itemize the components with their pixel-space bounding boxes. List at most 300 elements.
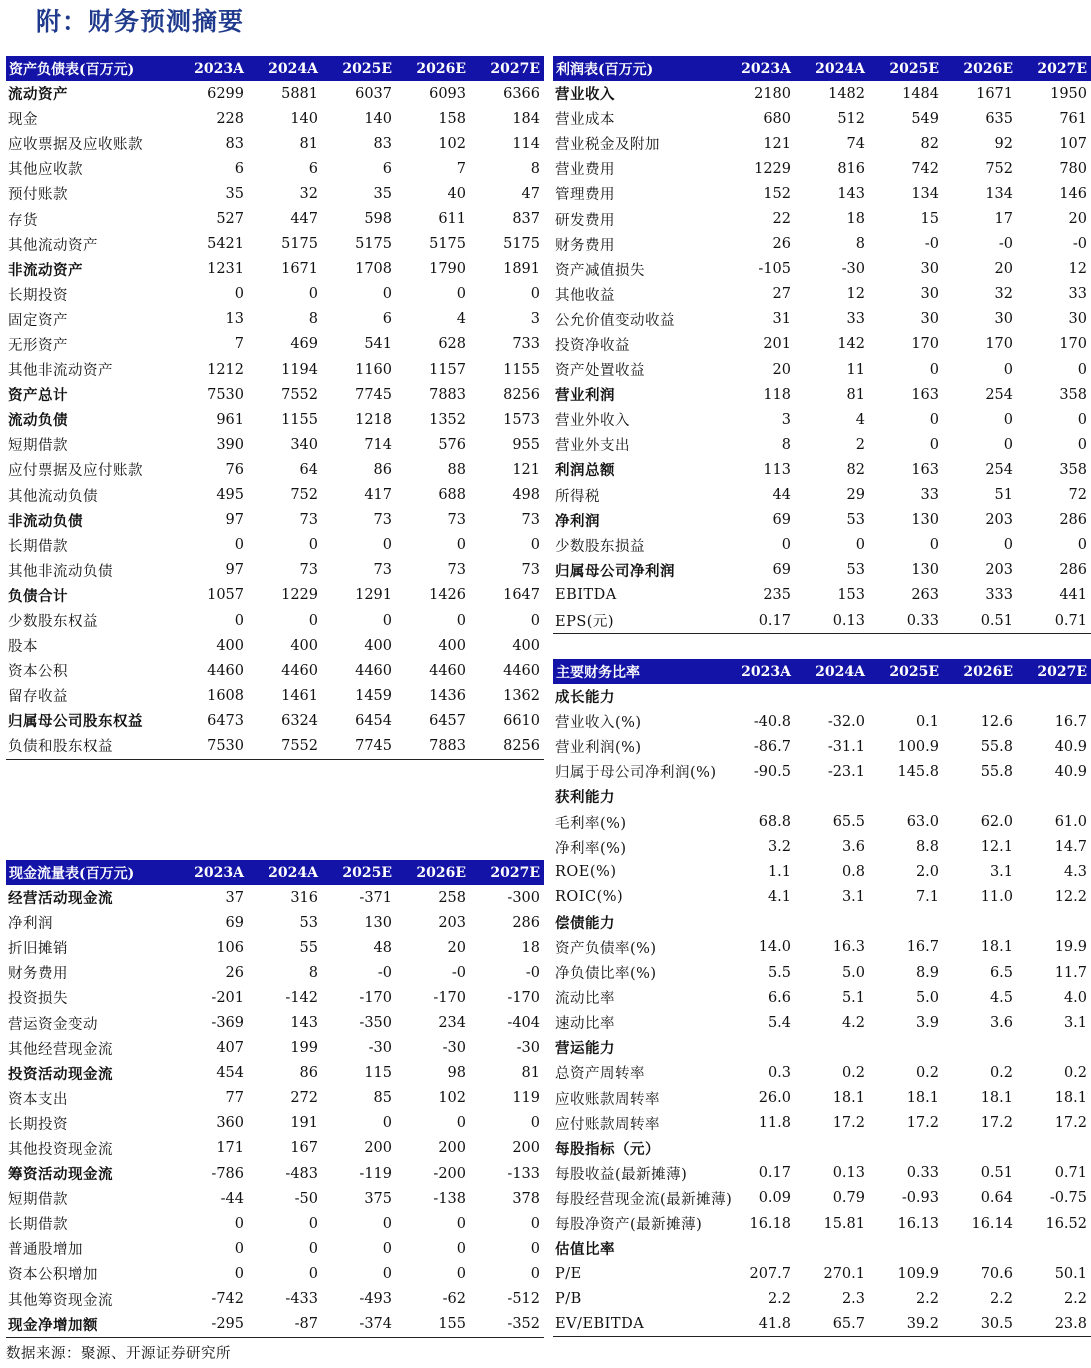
cell-value: 118 <box>763 386 791 403</box>
cell-value: 598 <box>364 211 392 228</box>
cell-value: -30 <box>368 1040 392 1057</box>
cell-value: 254 <box>985 386 1013 403</box>
row-label: P/E <box>555 1265 582 1282</box>
cell-value: 55 <box>299 939 318 956</box>
cell-value: 200 <box>512 1140 540 1157</box>
cell-value: 498 <box>512 487 540 504</box>
row-label: 长期投资 <box>8 1116 68 1133</box>
cell-value: 0.2 <box>915 1064 939 1081</box>
table-row <box>553 784 1091 809</box>
cell-value: 63.0 <box>906 814 939 831</box>
cell-value: 65.5 <box>832 814 865 831</box>
cell-value: 0.2 <box>1063 1064 1087 1081</box>
cell-value: -404 <box>507 1015 540 1032</box>
year-header: 2027E <box>1017 659 1091 684</box>
cell-value: -138 <box>433 1190 466 1207</box>
cell-value: 0 <box>308 612 318 629</box>
cell-value: 512 <box>837 110 865 127</box>
cell-value <box>1017 784 1091 809</box>
cell-value: 12 <box>846 286 865 303</box>
cell-value: -0.75 <box>1049 1190 1087 1207</box>
cell-value: 4460 <box>503 662 540 679</box>
table-row <box>553 232 1091 257</box>
cell-value: 5421 <box>207 236 244 253</box>
year-header: 2025E <box>869 659 943 684</box>
table-title: 资产负债表(百万元) <box>6 56 178 81</box>
cell-value: -86.7 <box>753 738 791 755</box>
cell-value: 0 <box>308 1215 318 1232</box>
cell-value: 30.5 <box>943 1311 1017 1337</box>
cell-value: 333 <box>985 587 1013 604</box>
cell-value: 85 <box>373 1090 392 1107</box>
cell-value: 72 <box>1068 487 1087 504</box>
cell-value: 2.2 <box>767 1290 791 1307</box>
cell-value <box>1017 1035 1091 1060</box>
cell-value: 0 <box>530 537 540 554</box>
cell-value: 30 <box>920 311 939 328</box>
cell-value: 6 <box>308 160 318 177</box>
cell-value: 1218 <box>355 411 392 428</box>
cell-value: 7530 <box>178 733 248 759</box>
cell-value: 7552 <box>248 733 322 759</box>
cell-value: 203 <box>985 562 1013 579</box>
table-row <box>6 1287 544 1312</box>
row-label: 无形资产 <box>8 337 68 354</box>
table-row <box>553 407 1091 432</box>
cell-value: 26.0 <box>758 1090 791 1107</box>
cell-value <box>795 1035 869 1060</box>
cell-value: 16.7 <box>906 939 939 956</box>
row-label: EBITDA <box>555 587 617 604</box>
cell-value: -483 <box>285 1165 318 1182</box>
cell-value: 688 <box>438 487 466 504</box>
cash-flow-table <box>6 860 540 1338</box>
row-label: 预付账款 <box>8 187 68 204</box>
table-row <box>553 206 1091 231</box>
cell-value: 0.2 <box>989 1064 1013 1081</box>
row-label: 负债合计 <box>8 587 68 605</box>
cell-value: 18.1 <box>980 1090 1013 1107</box>
cell-value: 7 <box>456 160 466 177</box>
cell-value: 0 <box>456 1215 466 1232</box>
cell-value: 8.9 <box>915 964 939 981</box>
cell-value: 1426 <box>429 587 466 604</box>
cell-value: 48 <box>373 939 392 956</box>
table-row <box>553 382 1091 407</box>
row-label: 每股指标（元） <box>555 1140 660 1158</box>
cell-value: 1647 <box>503 587 540 604</box>
cell-value: 0 <box>382 537 392 554</box>
cell-value: 145.8 <box>897 763 939 780</box>
row-label: 流动比率 <box>555 991 615 1008</box>
cell-value: 200 <box>438 1140 466 1157</box>
cell-value: 0.71 <box>1054 1165 1087 1182</box>
cell-value: -374 <box>322 1312 396 1338</box>
table-row <box>6 910 544 935</box>
cell-value: 5.0 <box>915 989 939 1006</box>
cell-value: 2.3 <box>841 1290 865 1307</box>
cell-value: 1671 <box>281 261 318 278</box>
year-header: 2024A <box>795 56 869 81</box>
row-label: 管理费用 <box>555 187 615 204</box>
cell-value: -200 <box>433 1165 466 1182</box>
cell-value: 170 <box>911 336 939 353</box>
cell-value: 1231 <box>207 261 244 278</box>
table-row <box>553 508 1091 533</box>
cell-value: 4460 <box>281 662 318 679</box>
table-row <box>553 1236 1091 1261</box>
table-row <box>6 131 544 156</box>
table-row <box>6 1211 544 1236</box>
cell-value: 7 <box>234 336 244 353</box>
cell-value: 0 <box>456 286 466 303</box>
cell-value: 73 <box>521 512 540 529</box>
cell-value: 5.5 <box>767 964 791 981</box>
cell-value: 1362 <box>503 687 540 704</box>
table-row <box>553 1086 1091 1111</box>
cell-value <box>725 684 795 709</box>
cell-value: 1790 <box>429 261 466 278</box>
cell-value: 114 <box>512 135 540 152</box>
row-label: 留存收益 <box>8 689 68 706</box>
row-label: 所得税 <box>555 488 600 505</box>
cell-value: 82 <box>920 135 939 152</box>
row-label: 其他流动负债 <box>8 488 98 505</box>
row-label: 现金 <box>8 112 38 129</box>
cell-value: 32 <box>299 185 318 202</box>
cell-value: 31 <box>772 311 791 328</box>
table-row <box>6 457 544 482</box>
cell-value: 19.9 <box>1054 939 1087 956</box>
row-label: 营业费用 <box>555 162 615 179</box>
cell-value: 1573 <box>503 411 540 428</box>
row-label: 资产减值损失 <box>555 262 645 279</box>
cell-value: 469 <box>290 336 318 353</box>
cell-value: 88 <box>447 461 466 478</box>
cell-value: 12.1 <box>980 839 1013 856</box>
cell-value: 0.13 <box>795 608 869 634</box>
cell-value: 234 <box>438 1015 466 1032</box>
cell-value: 0 <box>234 286 244 303</box>
year-header: 2027E <box>470 56 544 81</box>
balance-sheet-table <box>6 56 540 760</box>
cell-value: 68.8 <box>758 814 791 831</box>
cell-value: 6037 <box>355 85 392 102</box>
row-label: 其他收益 <box>555 287 615 304</box>
cell-value: 92 <box>994 135 1013 152</box>
table-header-row <box>6 56 544 81</box>
row-label: 速动比率 <box>555 1016 615 1033</box>
cell-value: 340 <box>290 436 318 453</box>
row-label: 营业外支出 <box>555 438 630 455</box>
income-statement-grid <box>553 56 1091 634</box>
cell-value: 5.1 <box>841 989 865 1006</box>
cell-value: 228 <box>216 110 244 127</box>
cell-value: 3.1 <box>1063 1014 1087 1031</box>
table-row <box>6 508 544 533</box>
cell-value: 40.9 <box>1054 763 1087 780</box>
cell-value: 358 <box>1059 461 1087 478</box>
cell-value: 29 <box>846 487 865 504</box>
table-row <box>6 1186 544 1211</box>
table-row <box>553 1161 1091 1186</box>
cell-value: 3 <box>781 411 791 428</box>
cell-value: -369 <box>211 1015 244 1032</box>
cell-value: 17.2 <box>906 1115 939 1132</box>
cell-value: 635 <box>985 110 1013 127</box>
cell-value: -0 <box>924 236 939 253</box>
cell-value: 0 <box>530 1265 540 1282</box>
cell-value: 203 <box>438 914 466 931</box>
cell-value: 407 <box>216 1040 244 1057</box>
cell-value: 541 <box>364 336 392 353</box>
table-row <box>6 608 544 633</box>
cell-value: -433 <box>285 1291 318 1308</box>
cell-value: 0 <box>234 1265 244 1282</box>
cell-value: 3.2 <box>767 839 791 856</box>
cell-value: 83 <box>225 135 244 152</box>
cell-value: 7.1 <box>915 889 939 906</box>
cell-value <box>795 1236 869 1261</box>
cell-value: 44 <box>772 487 791 504</box>
cell-value: -87 <box>248 1312 322 1338</box>
cell-value: 18.1 <box>1054 1090 1087 1107</box>
cell-value: 1891 <box>503 261 540 278</box>
cell-value: 121 <box>763 135 791 152</box>
cell-value: 316 <box>290 889 318 906</box>
row-label: 归属母公司股东权益 <box>8 713 143 731</box>
row-label: 其他应收款 <box>8 162 83 179</box>
cell-value: 12.6 <box>980 713 1013 730</box>
row-label: 固定资产 <box>8 312 68 329</box>
cell-value: -105 <box>758 261 791 278</box>
year-header: 2023A <box>178 56 248 81</box>
table-row <box>6 181 544 206</box>
cell-value: 55.8 <box>980 738 1013 755</box>
row-label: 营业收入 <box>555 86 615 104</box>
row-label: 股本 <box>8 639 38 656</box>
cell-value: 113 <box>763 461 791 478</box>
row-label: 营业收入(%) <box>555 715 642 732</box>
cell-value: 62.0 <box>980 814 1013 831</box>
ratios-table <box>553 659 1087 1337</box>
cell-value: 97 <box>225 512 244 529</box>
row-label: 归属于母公司净利润(%) <box>555 765 717 782</box>
cell-value <box>725 1035 795 1060</box>
cell-value: 1352 <box>429 411 466 428</box>
cell-value: 119 <box>512 1090 540 1107</box>
cell-value: 1708 <box>355 261 392 278</box>
cell-value: 27 <box>772 286 791 303</box>
cell-value: 0 <box>234 612 244 629</box>
page-title: 附：财务预测摘要 <box>36 7 245 36</box>
cell-value <box>1017 1236 1091 1261</box>
cell-value: 378 <box>512 1190 540 1207</box>
cell-value: 142 <box>837 336 865 353</box>
cell-value: 0 <box>456 1115 466 1132</box>
cell-value <box>943 1136 1017 1161</box>
cell-value: 1608 <box>207 687 244 704</box>
cell-value: 86 <box>299 1065 318 1082</box>
cell-value: 495 <box>216 487 244 504</box>
cell-value: 191 <box>290 1115 318 1132</box>
cell-value: 7745 <box>322 733 396 759</box>
cell-value: 83 <box>373 135 392 152</box>
cell-value: 16.3 <box>832 939 865 956</box>
cell-value: 961 <box>216 411 244 428</box>
table-title: 利润表(百万元) <box>553 56 725 81</box>
table-row <box>6 1161 544 1186</box>
row-label: ROE(%) <box>555 864 617 881</box>
cell-value: 0 <box>781 537 791 554</box>
cell-value: 30 <box>1068 311 1087 328</box>
row-label: 存货 <box>8 212 38 229</box>
cell-value: 5175 <box>281 236 318 253</box>
cell-value: 14.0 <box>758 939 791 956</box>
table-row <box>6 483 544 508</box>
cell-value: 73 <box>299 512 318 529</box>
table-row <box>6 1010 544 1035</box>
cell-value: 360 <box>216 1115 244 1132</box>
cell-value: 6610 <box>503 712 540 729</box>
table-row <box>6 583 544 608</box>
cell-value: 13 <box>225 311 244 328</box>
cell-value: 0 <box>234 1240 244 1257</box>
cell-value: 0.33 <box>906 1165 939 1182</box>
cell-value: 20 <box>1068 211 1087 228</box>
cell-value: 0 <box>929 361 939 378</box>
cell-value: -0 <box>377 964 392 981</box>
table-row <box>6 307 544 332</box>
table-row <box>553 860 1091 885</box>
cell-value: 0 <box>456 1240 466 1257</box>
cell-value: 0.71 <box>1017 608 1091 634</box>
row-label: 应收账款周转率 <box>555 1091 660 1108</box>
cell-value: 3 <box>530 311 540 328</box>
cell-value: -786 <box>211 1165 244 1182</box>
cell-value: 2.2 <box>1063 1290 1087 1307</box>
table-row <box>553 1136 1091 1161</box>
cell-value: 3.1 <box>989 864 1013 881</box>
cell-value: 109.9 <box>897 1265 939 1282</box>
cell-value: 0 <box>530 1240 540 1257</box>
row-label: 成长能力 <box>555 689 615 707</box>
cell-value: -32.0 <box>827 713 865 730</box>
cell-value: 0 <box>382 286 392 303</box>
cell-value: -300 <box>507 889 540 906</box>
cell-value: 714 <box>364 436 392 453</box>
cell-value: 8 <box>530 160 540 177</box>
cell-value: 73 <box>447 562 466 579</box>
cell-value: 130 <box>364 914 392 931</box>
cell-value: 7552 <box>281 386 318 403</box>
cell-value: 77 <box>225 1090 244 1107</box>
cell-value: 752 <box>290 487 318 504</box>
cell-value: 286 <box>1059 562 1087 579</box>
cell-value: 1436 <box>429 687 466 704</box>
cell-value: 0 <box>234 1215 244 1232</box>
cell-value: 102 <box>438 1090 466 1107</box>
year-header: 2026E <box>943 659 1017 684</box>
cell-value: 454 <box>216 1065 244 1082</box>
row-label: 每股净资产(最新摊薄) <box>555 1217 703 1234</box>
row-label: 资产负债率(%) <box>555 940 657 957</box>
cell-value: 98 <box>447 1065 466 1082</box>
table-header-row <box>6 860 544 885</box>
table-row <box>6 1111 544 1136</box>
cell-value: 272 <box>290 1090 318 1107</box>
cell-value: 286 <box>512 914 540 931</box>
cell-value: 611 <box>438 211 466 228</box>
row-label: 长期借款 <box>8 1217 68 1234</box>
year-header: 2026E <box>943 56 1017 81</box>
row-label: 投资净收益 <box>555 337 630 354</box>
cell-value: 6324 <box>281 712 318 729</box>
cell-value: 780 <box>1059 160 1087 177</box>
row-label: 筹资活动现金流 <box>8 1166 113 1184</box>
cell-value: 53 <box>846 512 865 529</box>
cell-value: -44 <box>220 1190 244 1207</box>
table-row <box>553 1211 1091 1236</box>
cell-value: -0 <box>1072 236 1087 253</box>
cell-value: 7745 <box>355 386 392 403</box>
cell-value: -493 <box>359 1291 392 1308</box>
cell-value: 16.18 <box>749 1215 791 1232</box>
cell-value: 0.13 <box>832 1165 865 1182</box>
row-label: EPS(元) <box>553 608 725 634</box>
row-label: 长期借款 <box>8 538 68 555</box>
year-header: 2027E <box>470 860 544 885</box>
cell-value: 0.1 <box>915 713 939 730</box>
table-row <box>6 357 544 382</box>
table-row <box>553 307 1091 332</box>
cell-value: 816 <box>837 160 865 177</box>
table-row <box>553 608 1091 634</box>
cell-value: 6.5 <box>989 964 1013 981</box>
cell-value: 6473 <box>207 712 244 729</box>
cell-value: 163 <box>911 461 939 478</box>
cell-value: 5175 <box>355 236 392 253</box>
cell-value: 97 <box>225 562 244 579</box>
row-label: 估值比率 <box>555 1241 615 1259</box>
row-label: EV/EBITDA <box>553 1311 725 1337</box>
cell-value: 7530 <box>207 386 244 403</box>
year-header: 2024A <box>248 860 322 885</box>
cell-value: 5.0 <box>841 964 865 981</box>
row-label: 短期借款 <box>8 1192 68 1209</box>
cell-value: 8.8 <box>915 839 939 856</box>
cell-value: -170 <box>507 989 540 1006</box>
cell-value <box>943 784 1017 809</box>
row-label: 毛利率(%) <box>555 815 627 832</box>
cell-value <box>943 1035 1017 1060</box>
table-row <box>553 910 1091 935</box>
cell-value: 254 <box>985 461 1013 478</box>
table-row <box>6 332 544 357</box>
cell-value: 752 <box>985 160 1013 177</box>
cell-value <box>869 684 943 709</box>
cell-value: -0 <box>451 964 466 981</box>
row-label: 财务费用 <box>555 237 615 254</box>
cell-value: 0.2 <box>841 1064 865 1081</box>
year-header: 2026E <box>396 860 470 885</box>
row-label: 总资产周转率 <box>555 1066 645 1083</box>
cell-value: 61.0 <box>1054 814 1087 831</box>
table-row <box>6 935 544 960</box>
cell-value: 6 <box>234 160 244 177</box>
table-row <box>6 558 544 583</box>
table-row <box>553 1035 1091 1060</box>
